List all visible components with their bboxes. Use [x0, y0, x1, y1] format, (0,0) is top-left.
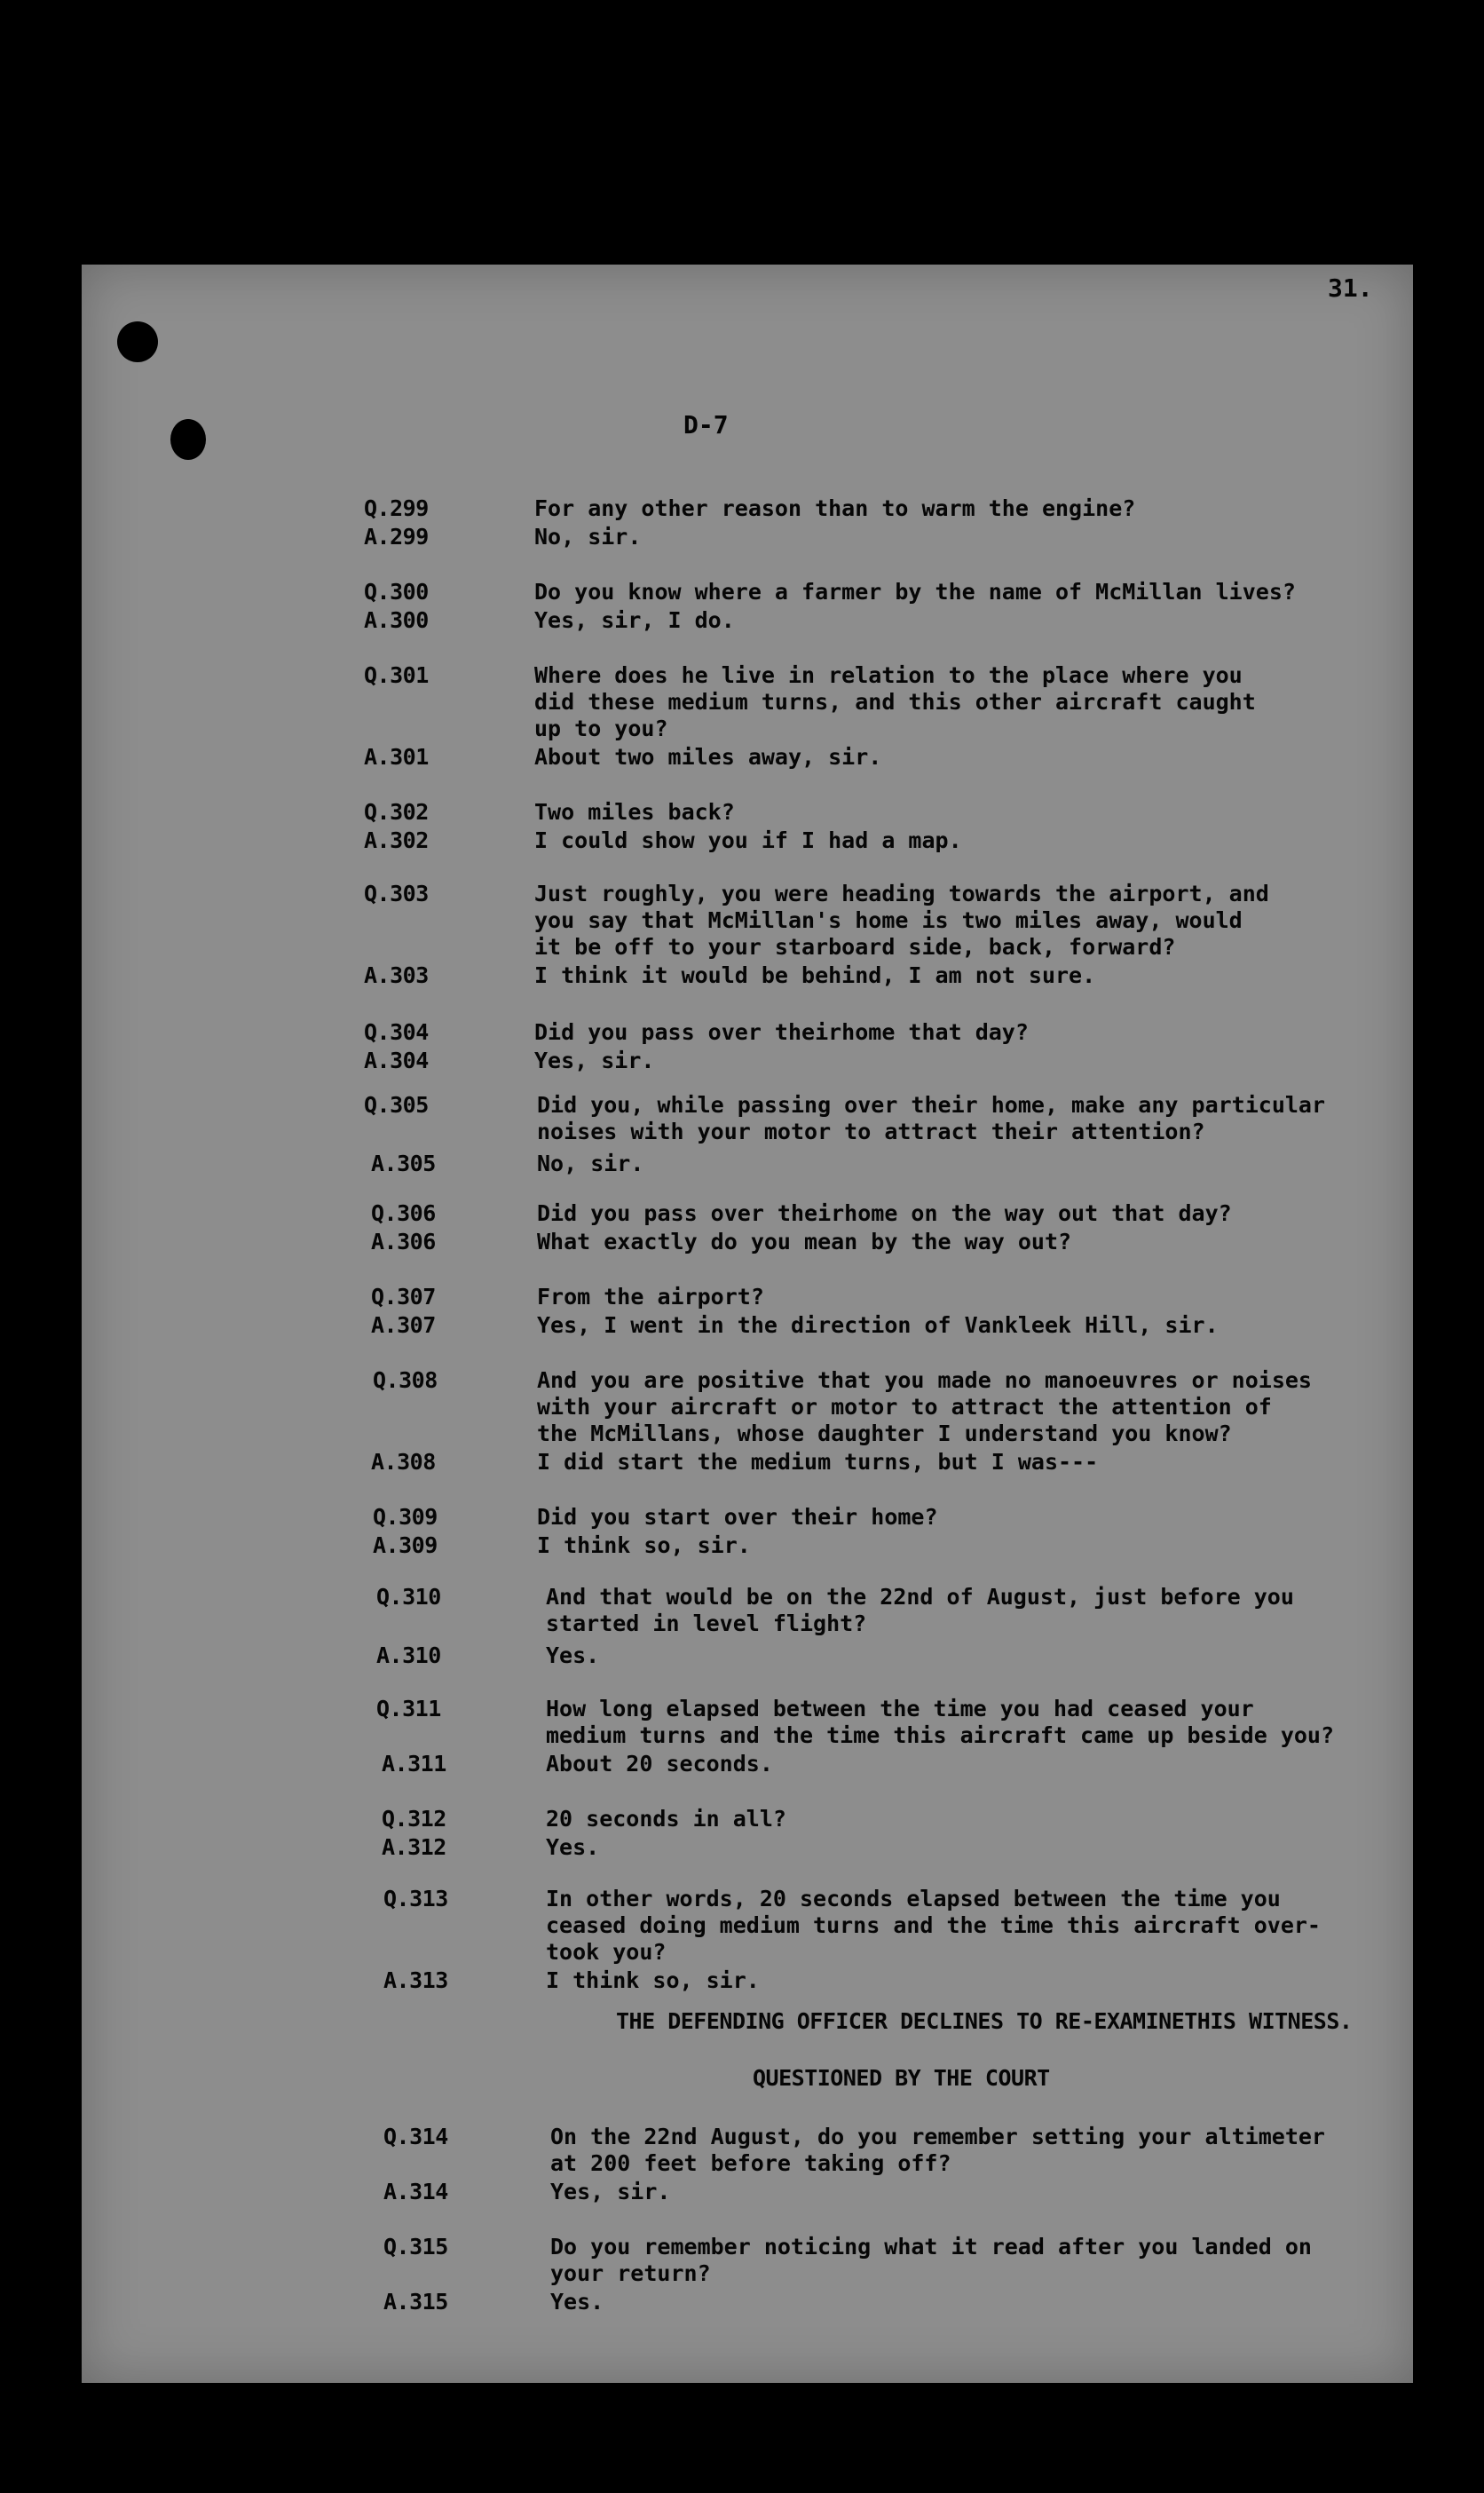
entry-label: A.312 — [382, 1834, 446, 1860]
entry-text: Did you pass over theirhome on the way out that day? — [537, 1200, 1232, 1226]
page-number: 31. — [1328, 273, 1373, 303]
entry-text: No, sir. — [534, 524, 642, 550]
entry-label: A.309 — [373, 1532, 438, 1558]
entry-label: Q.307 — [371, 1284, 436, 1310]
entry-label: A.302 — [364, 827, 429, 853]
entry-label: Q.301 — [364, 662, 429, 688]
entry-text: I think it would be behind, I am not sure. — [534, 962, 1096, 988]
entry-text: Yes, sir, I do. — [534, 607, 735, 633]
entry-text: About 20 seconds. — [546, 1751, 773, 1777]
entry-text: In other words, 20 seconds elapsed between the time you ceased doing medium turns and the time this aircraft over- took you? — [546, 1886, 1321, 1965]
entry-label: A.310 — [376, 1642, 441, 1668]
entry-text: I did start the medium turns, but I was--- — [537, 1449, 1099, 1475]
document-reference: D-7 — [683, 410, 729, 439]
entry-text: Do you remember noticing what it read after you landed on your return? — [550, 2234, 1312, 2286]
entry-label: Q.309 — [373, 1504, 438, 1530]
entry-text: And that would be on the 22nd of August, just before you started in level flight? — [546, 1584, 1294, 1636]
entry-text: Yes. — [546, 1834, 600, 1860]
entry-label: A.308 — [371, 1449, 436, 1475]
entry-text: Did you start over their home? — [537, 1504, 938, 1530]
defending-officer-heading: THE DEFENDING OFFICER DECLINES TO RE-EXAMINETHIS WITNESS. — [616, 2008, 1353, 2034]
entry-label: A.307 — [371, 1312, 436, 1338]
entry-text: From the airport? — [537, 1284, 764, 1310]
entry-text: Yes. — [550, 2289, 604, 2315]
entry-text: On the 22nd August, do you remember setting your altimeter at 200 feet before taking off? — [550, 2124, 1325, 2176]
entry-label: Q.312 — [382, 1806, 446, 1832]
entry-label: Q.300 — [364, 579, 429, 605]
entry-text: Yes, I went in the direction of Vankleek Hill, sir. — [537, 1312, 1219, 1338]
entry-text: How long elapsed between the time you had ceased your medium turns and the time this aircraft came up beside you? — [546, 1696, 1335, 1748]
entry-label: Q.302 — [364, 799, 429, 825]
entry-label: A.306 — [371, 1229, 436, 1254]
entry-label: Q.305 — [364, 1092, 429, 1118]
entry-text: I think so, sir. — [546, 1967, 760, 1993]
entry-label: Q.313 — [383, 1886, 448, 1911]
entry-label: A.303 — [364, 962, 429, 988]
entry-label: A.314 — [383, 2179, 448, 2204]
entry-label: Q.314 — [383, 2124, 448, 2149]
entry-label: A.300 — [364, 607, 429, 633]
entry-text: Do you know where a farmer by the name of McMillan lives? — [534, 579, 1296, 605]
court-questions-heading: QUESTIONED BY THE COURT — [753, 2065, 1050, 2091]
entry-text: I think so, sir. — [537, 1532, 751, 1558]
entry-label: Q.299 — [364, 495, 429, 521]
entry-text: For any other reason than to warm the engine? — [534, 495, 1136, 521]
entry-text: Yes. — [546, 1642, 600, 1668]
entry-text: What exactly do you mean by the way out? — [537, 1229, 1072, 1254]
entry-text: I could show you if I had a map. — [534, 827, 962, 853]
entry-text: No, sir. — [537, 1151, 644, 1176]
punch-hole — [170, 419, 206, 460]
entry-label: A.313 — [383, 1967, 448, 1993]
entry-label: A.299 — [364, 524, 429, 550]
entry-text: 20 seconds in all? — [546, 1806, 786, 1832]
entry-text: Just roughly, you were heading towards the airport, and you say that McMillan's home is two miles away, would it be off to your starboard side, back, forward? — [534, 881, 1269, 960]
entry-label: A.301 — [364, 744, 429, 770]
entry-text: And you are positive that you made no manoeuvres or noises with your aircraft or motor to attract the attention of the McMillans, whose daughter I understand you know? — [537, 1367, 1312, 1446]
entry-label: Q.310 — [376, 1584, 441, 1610]
entry-text: About two miles away, sir. — [534, 744, 882, 770]
entry-label: A.305 — [371, 1151, 436, 1176]
entry-label: Q.308 — [373, 1367, 438, 1393]
entry-text: Where does he live in relation to the place where you did these medium turns, and this other aircraft caught up to you? — [534, 662, 1256, 741]
entry-label: Q.303 — [364, 881, 429, 906]
entry-text: Yes, sir. — [550, 2179, 671, 2204]
entry-label: Q.311 — [376, 1696, 441, 1721]
entry-text: Did you pass over theirhome that day? — [534, 1019, 1029, 1045]
entry-text: Yes, sir. — [534, 1048, 655, 1073]
punch-hole — [117, 321, 158, 362]
entry-label: Q.315 — [383, 2234, 448, 2260]
entry-text: Two miles back? — [534, 799, 735, 825]
entry-label: Q.306 — [371, 1200, 436, 1226]
entry-label: A.304 — [364, 1048, 429, 1073]
entry-label: A.311 — [382, 1751, 446, 1777]
entry-text: Did you, while passing over their home, make any particular noises with your motor to attract their attention? — [537, 1092, 1326, 1144]
entry-label: A.315 — [383, 2289, 448, 2315]
entry-label: Q.304 — [364, 1019, 429, 1045]
